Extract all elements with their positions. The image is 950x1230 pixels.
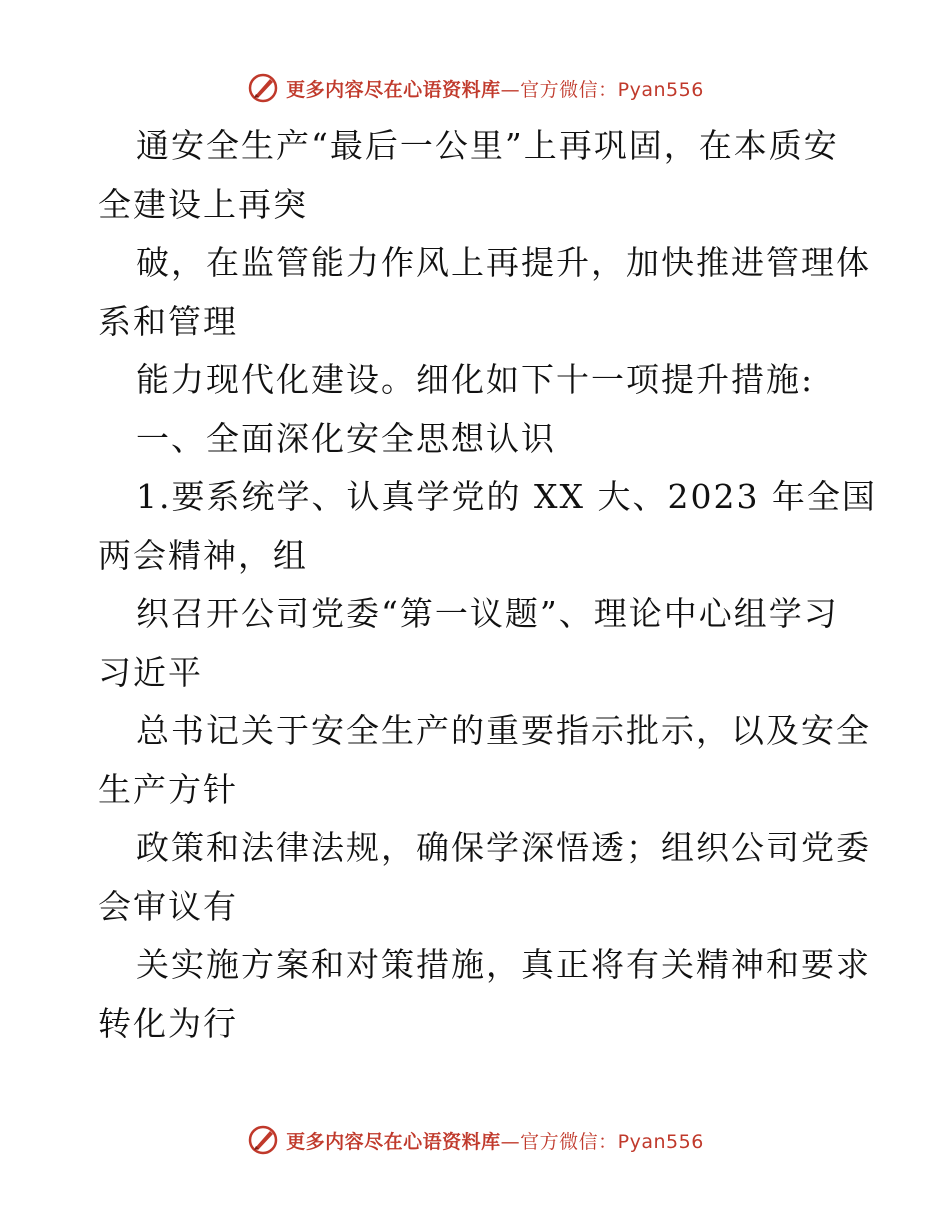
text-line: 关实施方案和对策措施，真正将有关精神和要求 <box>136 945 871 984</box>
watermark-official-text: —官方微信：Pyan556 <box>500 78 704 101</box>
text-line: 总书记关于安全生产的重要指示批示，以及安全 <box>136 711 871 750</box>
watermark-text <box>286 75 704 102</box>
text-line: 会审议有 <box>98 886 238 926</box>
document-body <box>98 117 877 1053</box>
text-line: 全建设上再突 <box>98 184 308 224</box>
pen-logo-icon <box>246 71 280 105</box>
text-line: 两会精神，组 <box>98 535 308 575</box>
text-line: 系和管理 <box>98 301 238 341</box>
text-line: 1.要系统学、认真学党的 XX 大、2023 年全国 <box>136 477 877 516</box>
section-heading: 一、全面深化安全思想认识 <box>136 418 556 458</box>
text-line: 生产方针 <box>98 769 238 809</box>
text-line: 转化为行 <box>98 1003 238 1043</box>
pen-logo-icon <box>246 1123 280 1157</box>
text-line: 通安全生产“最后一公里”上再巩固，在本质安 <box>136 126 839 165</box>
text-line: 破，在监管能力作风上再提升，加快推进管理体 <box>136 243 871 282</box>
text-line: 织召开公司党委“第一议题”、理论中心组学习 <box>136 594 839 633</box>
watermark-main-text: 更多内容尽在心语资料库 <box>286 1130 501 1153</box>
text-line: 政策和法律法规，确保学深悟透；组织公司党委 <box>136 828 871 867</box>
watermark-official-text: —官方微信：Pyan556 <box>500 1130 704 1153</box>
header-watermark-banner <box>0 68 950 108</box>
text-line: 能力现代化建设。细化如下十一项提升措施: <box>136 360 815 399</box>
text-line: 习近平 <box>98 652 203 692</box>
footer-watermark-banner <box>0 1120 950 1160</box>
watermark-text <box>286 1127 704 1154</box>
watermark-main-text: 更多内容尽在心语资料库 <box>286 78 501 101</box>
